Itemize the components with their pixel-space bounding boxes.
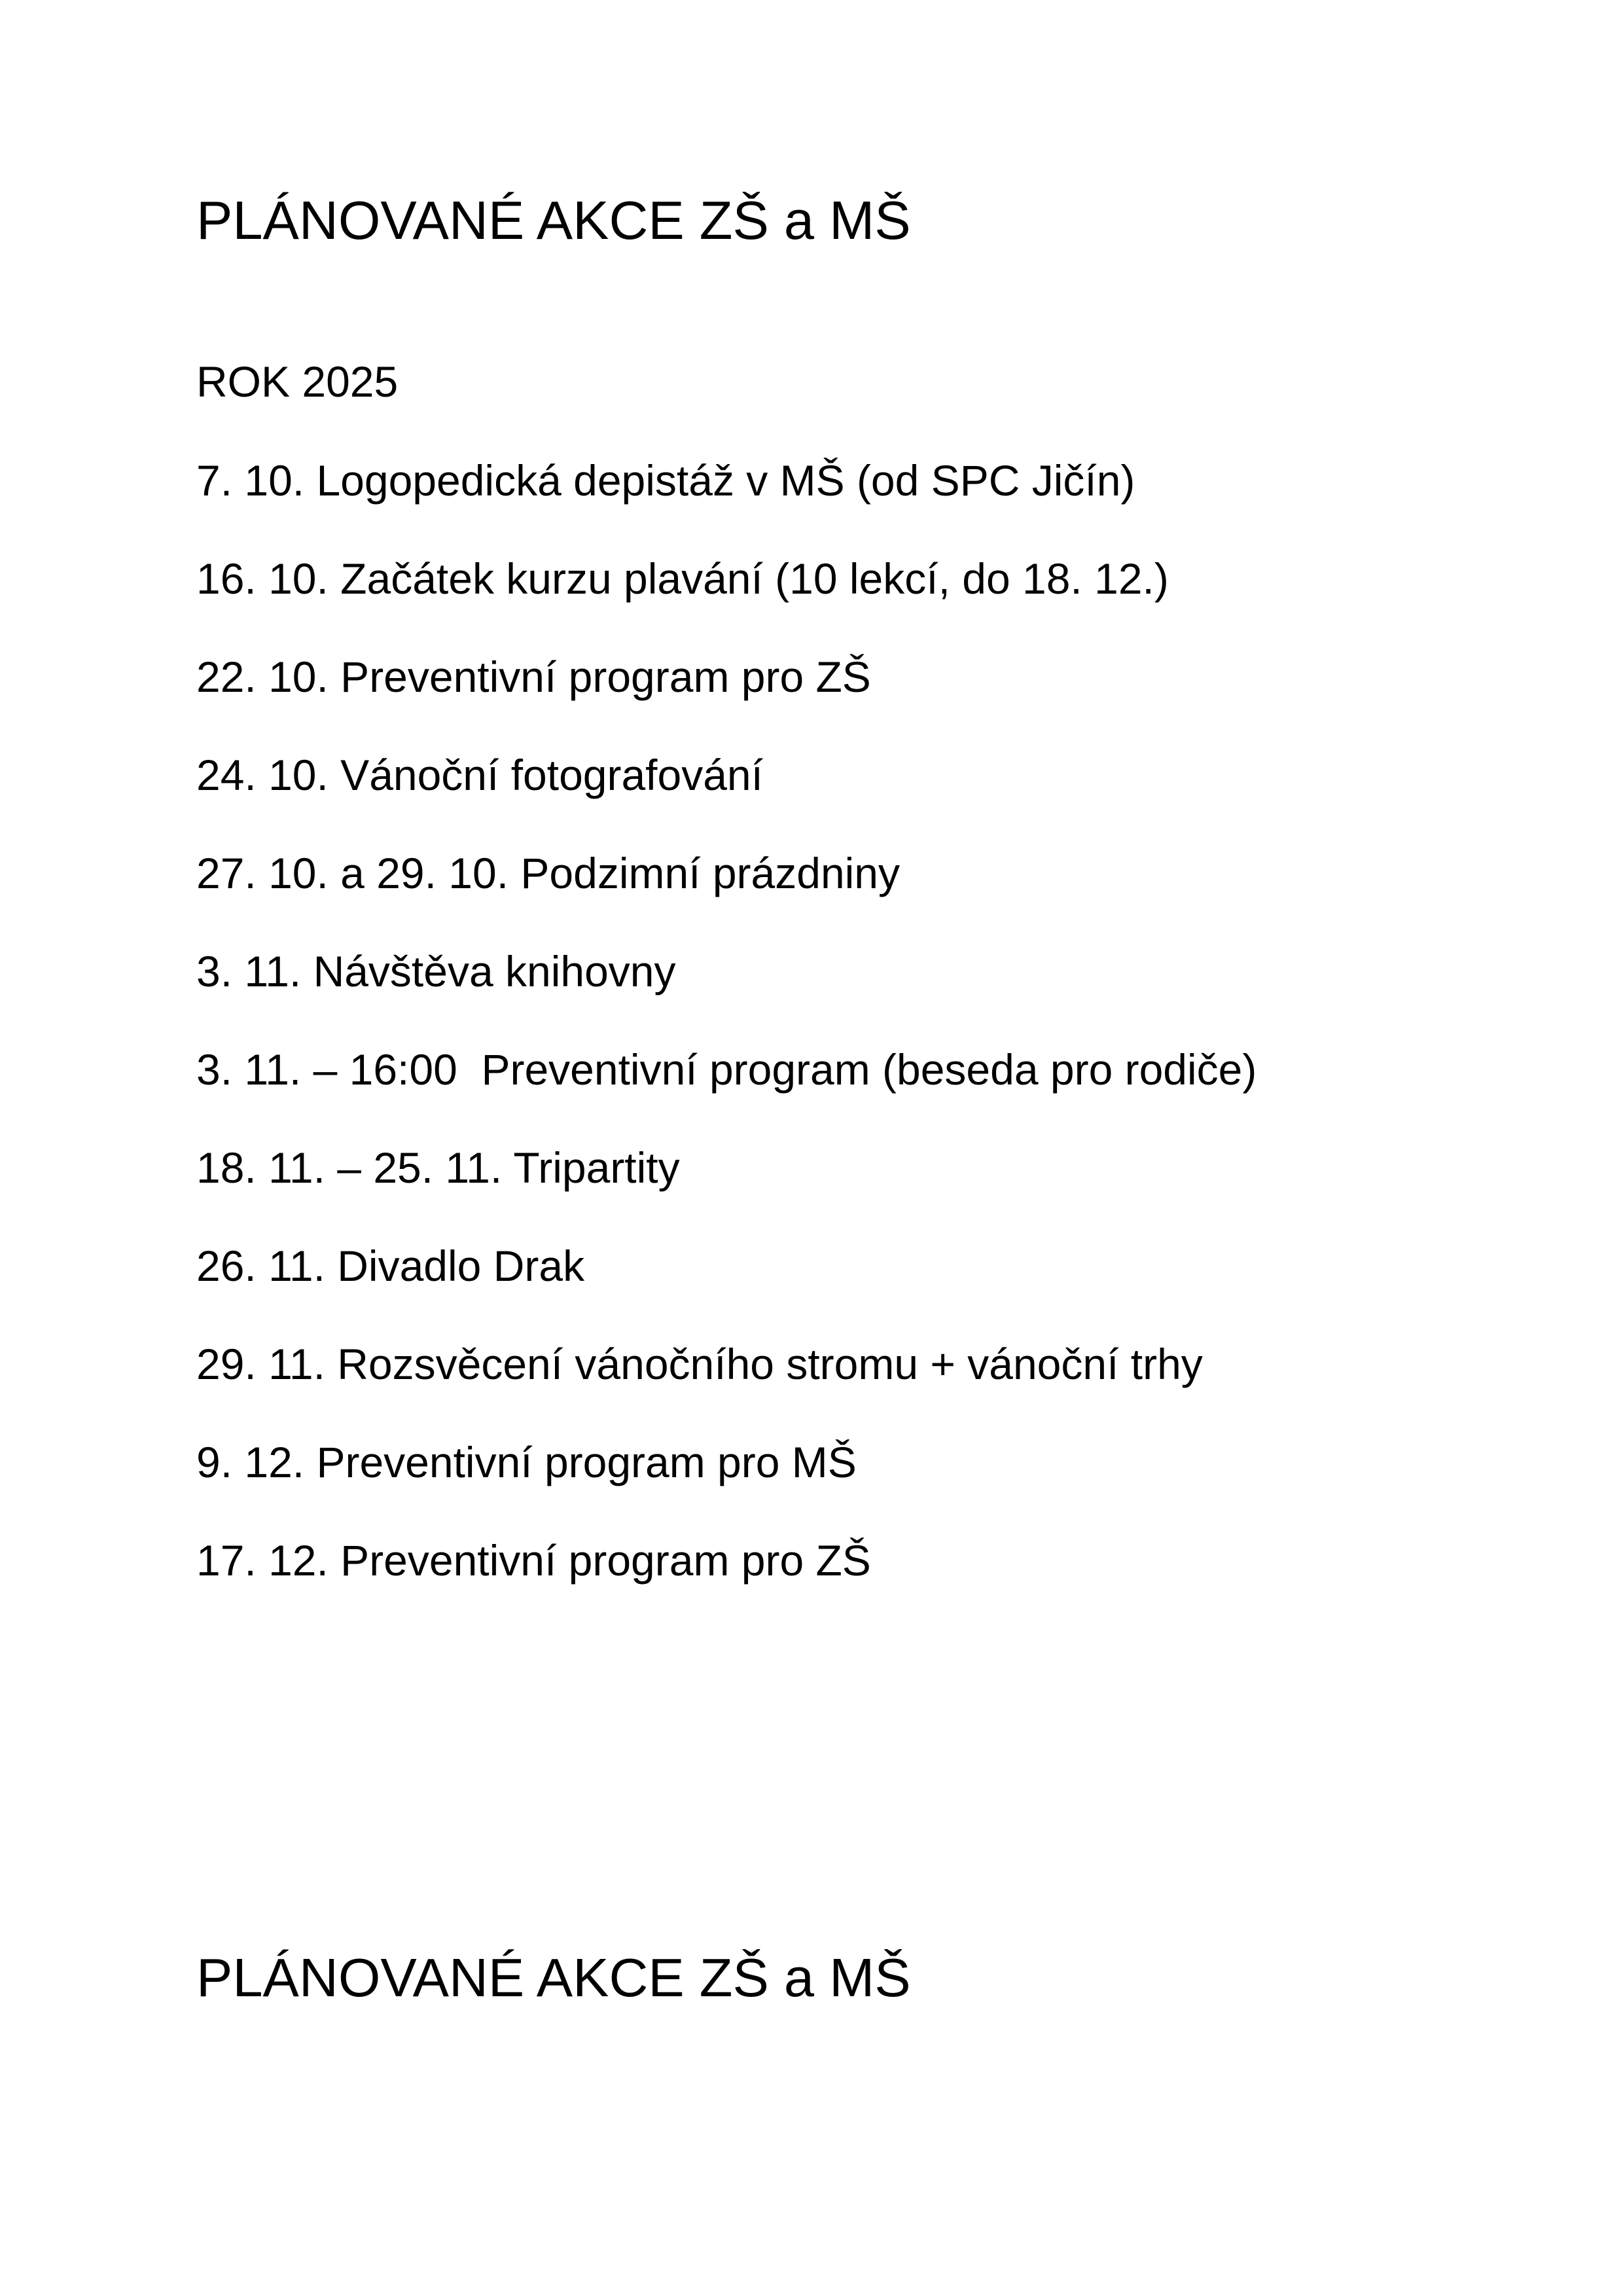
event-item: 16. 10. Začátek kurzu plavání (10 lekcí, do 18. 12.) <box>196 554 1169 603</box>
event-item: 3. 11. – 16:00 Preventivní program (beseda pro rodiče) <box>196 1045 1257 1094</box>
event-item: 17. 12. Preventivní program pro ZŠ <box>196 1536 871 1585</box>
event-item: 18. 11. – 25. 11. Tripartity <box>196 1143 680 1192</box>
event-item: 26. 11. Divadlo Drak <box>196 1242 585 1290</box>
event-item: 22. 10. Preventivní program pro ZŠ <box>196 653 871 701</box>
event-item: 27. 10. a 29. 10. Podzimní prázdniny <box>196 849 901 897</box>
event-item: 9. 12. Preventivní program pro MŠ <box>196 1438 857 1486</box>
event-item: 7. 10. Logopedická depistáž v MŠ (od SPC Jičín) <box>196 456 1135 505</box>
event-item: 3. 11. Návštěva knihovny <box>196 947 676 996</box>
event-item: 29. 11. Rozsvěcení vánočního stromu + vánoční trhy <box>196 1340 1203 1388</box>
event-item: 24. 10. Vánoční fotografování <box>196 751 763 799</box>
year-heading: ROK 2025 <box>196 357 399 406</box>
next-page-title: PLÁNOVANÉ AKCE ZŠ a MŠ <box>196 1947 911 2008</box>
page-title: PLÁNOVANÉ AKCE ZŠ a MŠ <box>196 190 911 251</box>
